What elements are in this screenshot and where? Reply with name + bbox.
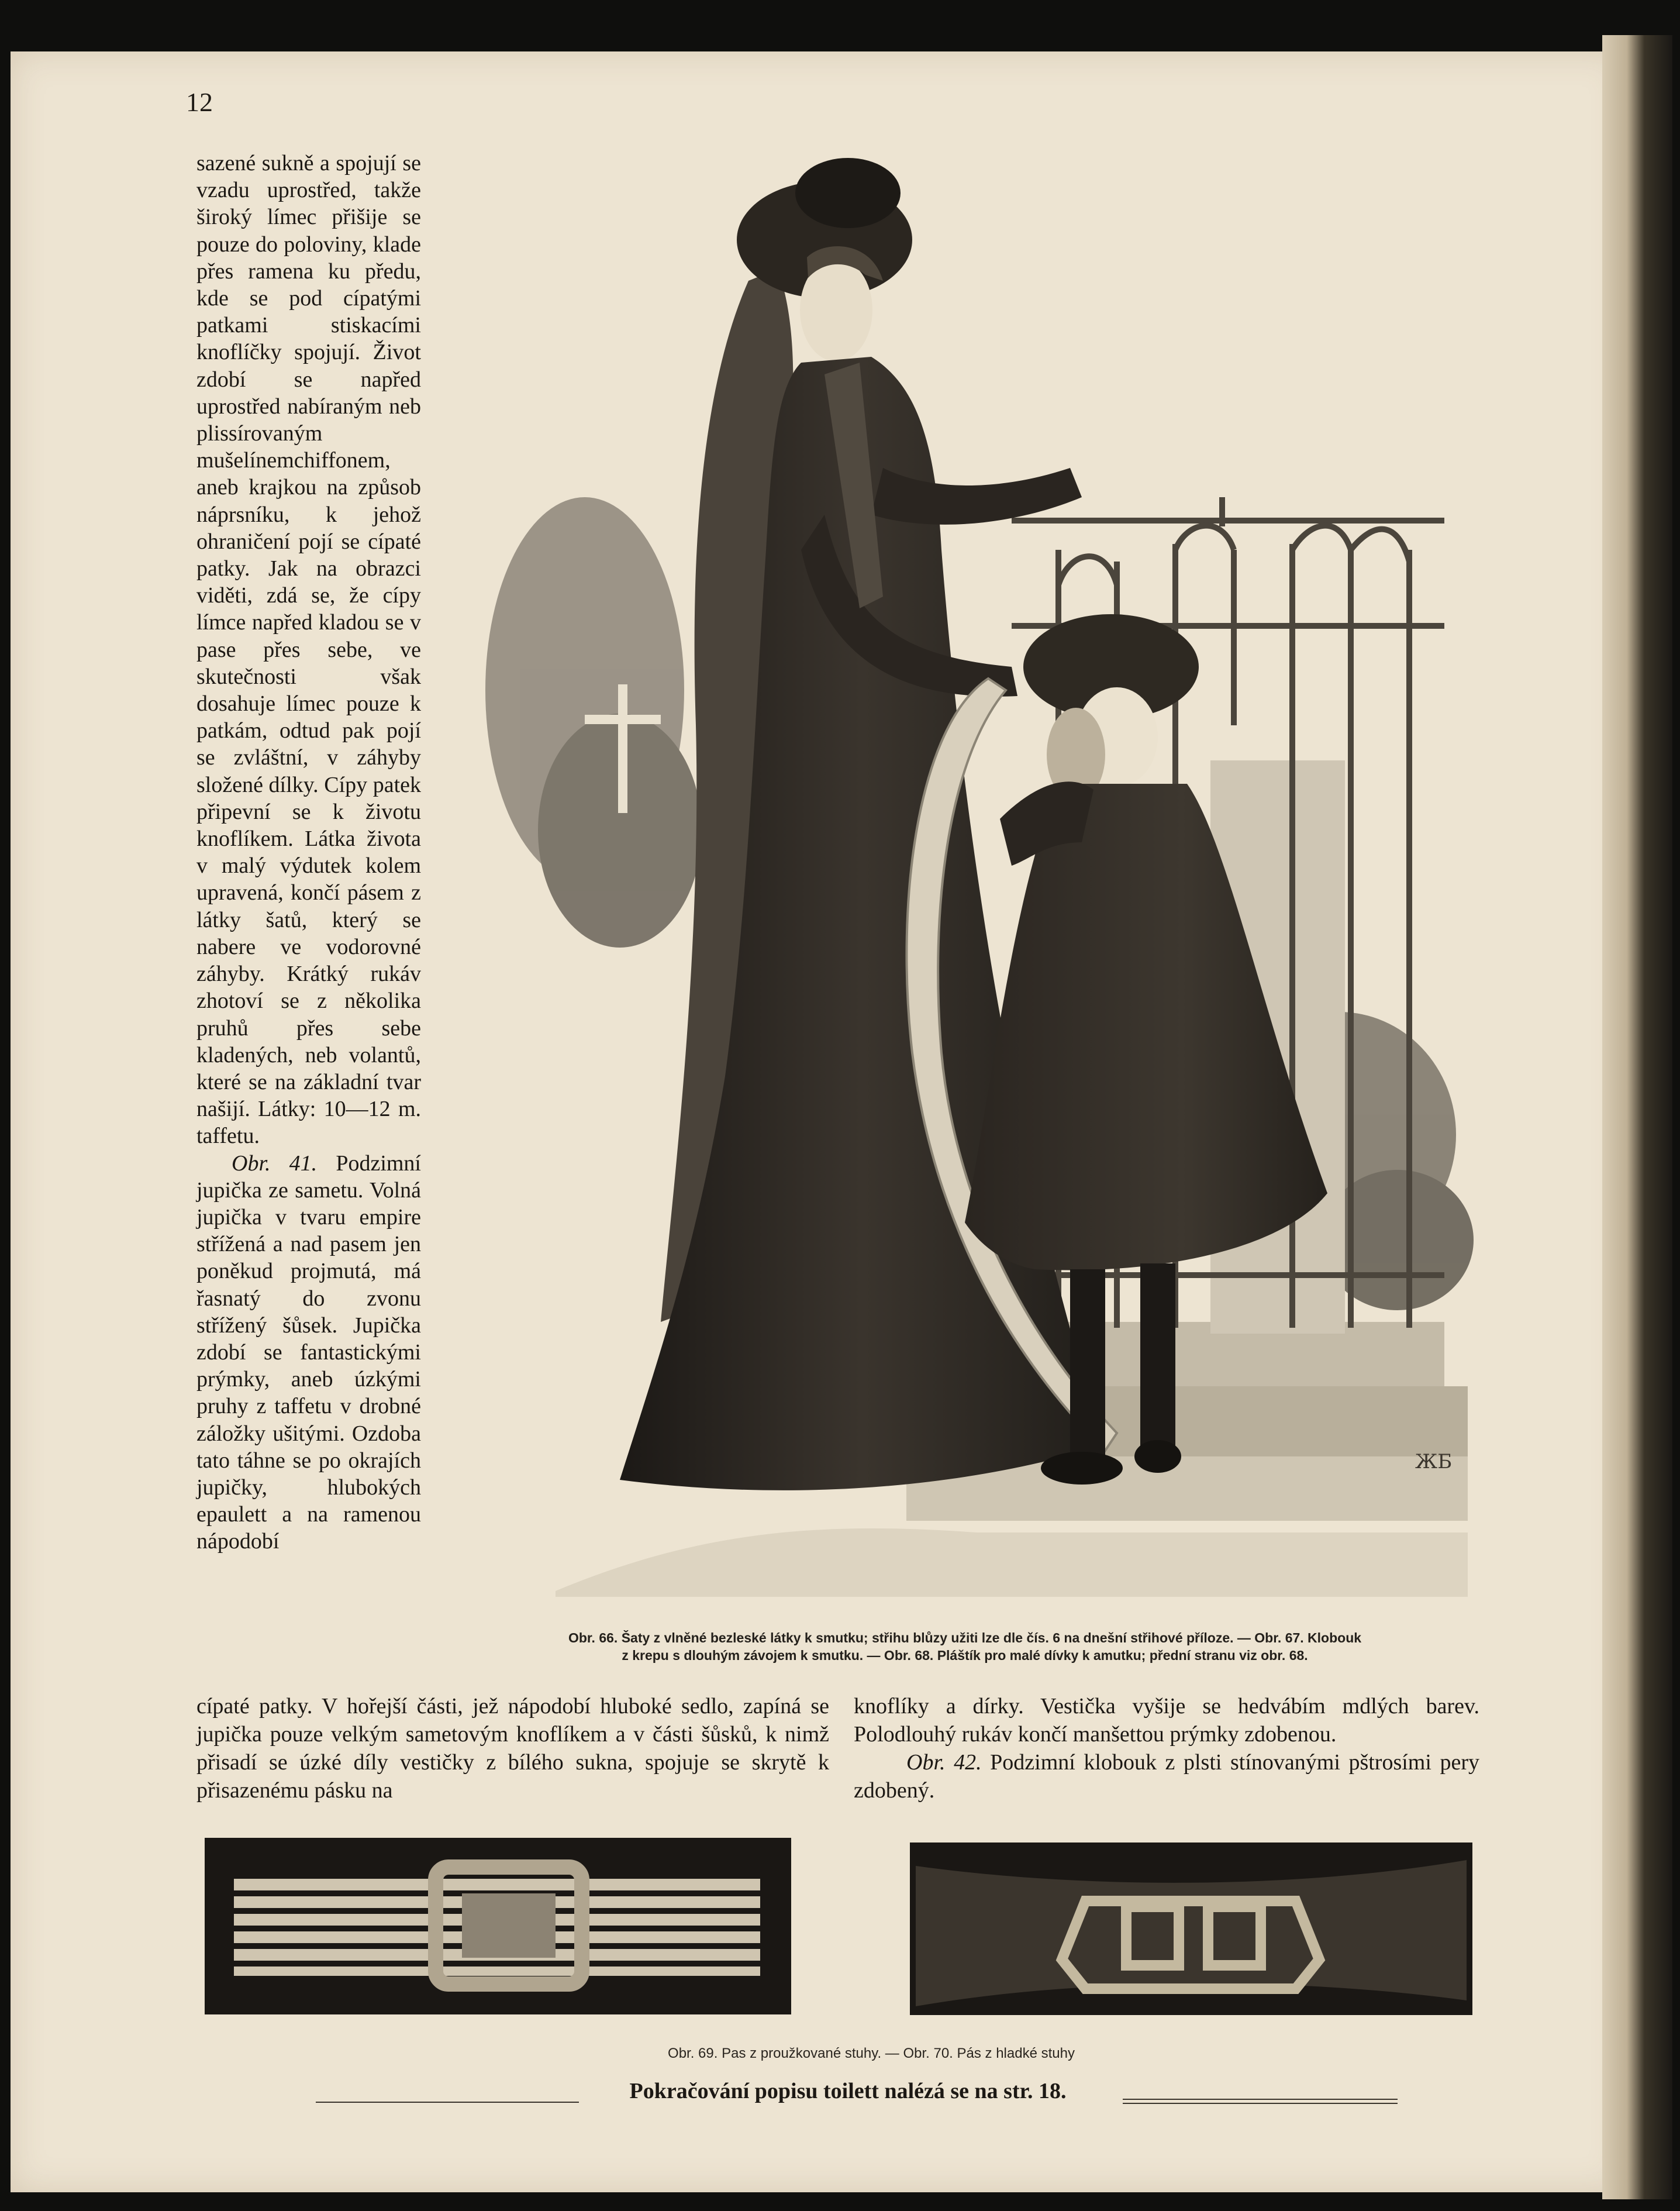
obr42-text: Podzimní klobouk z plsti stínovanými pštrosími pery zdobený.	[854, 1750, 1479, 1803]
caption-line-1: Obr. 66. Šaty z vlněné bezleské látky k smutku; střihu blůzy užiti lze dle čís. 6 na dnešní střihové příloze. — Obr. 67. Klobouk	[568, 1630, 1362, 1645]
paragraph-continued: cípaté patky. V hořejší části, jež nápodobí hluboké sedlo, zapíná se jupička pouze velkým sametovým knoflíkem a v části šůsků, k nimž přisadí se úzké díly vestičky z bílého sukna, spojuje se skrytě k přisazenému pásku na	[196, 1694, 829, 1803]
paragraph-intro: sazené sukně a spojují se vzadu uprostřed, takže široký límec přišije se pouze do poloviny, klade přes ramena ku předu, kde se pod cípatými patkami stiskacími knoflíčky spojují. Život zdobí se napřed uprostřed nabíraným neb plissírovaným mušelínemchiffonem, aneb krajkou na způsob náprsníku, k jehož ohraničení pojí se cípaté patky. Jak na obrazci viděti, zdá se, že cípy límce napřed kladou se v pase přes sebe, ve skutečnosti však dosahuje límec pouze k patkám, odtud pak pojí se zvláštní, v záhyby složené dílky. Cípy patek připevní se k životu knoflíkem. Látka života v malý výdutek kolem upravená, končí pásem z látky šatů, který se nabere ve vodorovné záhyby. Krátký rukáv zhotoví se z několika pruhů přes sebe kladených, neb volantů, které se na základní tvar našijí. Látky: 10—12 m. taffetu.	[196, 151, 421, 1149]
obr41-label: Obr. 41.	[232, 1151, 318, 1176]
figure-caption-66-68	[447, 1629, 1482, 1664]
body-text-bottom-left	[196, 1692, 829, 1804]
continuation-note: Pokračování popisu toilett nalézá se na str. 18.	[629, 2079, 1067, 2103]
paragraph-obr41	[196, 1150, 421, 1555]
paragraph-obr42	[854, 1748, 1479, 1804]
illustration-plain-belt	[910, 1842, 1472, 2015]
child-leg-right	[1140, 1263, 1175, 1451]
page-number: 12	[186, 87, 213, 117]
obr42-label: Obr. 42.	[906, 1750, 982, 1775]
child-leg-left	[1070, 1269, 1105, 1462]
obr41-text: Podzimní jupička ze sametu. Volná jupička v tvaru empire střížená a nad pasem jen poněkud projmutá, má řasnatý do zvonu střížený šůsek. Jupička zdobí se fantastickými prýmky, aneb úzkými pruhy z taffetu v drobné záložky ušitými. Ozdoba tato táhne se po okrajích jupičky, hlubokých epaulett a na ramenou nápodobí	[196, 1151, 421, 1554]
rule-right	[1123, 2099, 1398, 2104]
child-shoe-right	[1134, 1440, 1181, 1473]
body-text-bottom-right	[854, 1692, 1479, 1804]
illustration-mourning-dress-and-child	[450, 140, 1485, 1597]
illustration-striped-belt	[205, 1838, 791, 2014]
figure-caption-69-70: Obr. 69. Pas z proužkované stuhy. — Obr. 70. Pás z hladké stuhy	[668, 2045, 1075, 2061]
left-text-column	[196, 150, 421, 1555]
woman-arm-raised	[871, 468, 1082, 525]
rule-left	[316, 2102, 579, 2103]
child-shoe-left	[1041, 1452, 1123, 1485]
caption-line-2: z krepu s dlouhým závojem k smutku. — Obr. 68. Pláštík pro malé dívky k amutku; přední stranu viz obr. 68.	[622, 1648, 1308, 1663]
paragraph-continued-right: knoflíky a dírky. Vestička vyšije se hedvábím mdlých barev. Polodlouhý rukáv končí manšettou prýmky zdobenou.	[854, 1694, 1479, 1747]
page-gutter-shadow	[1602, 35, 1672, 2199]
artist-signature: ЖБ	[1415, 1450, 1453, 1473]
